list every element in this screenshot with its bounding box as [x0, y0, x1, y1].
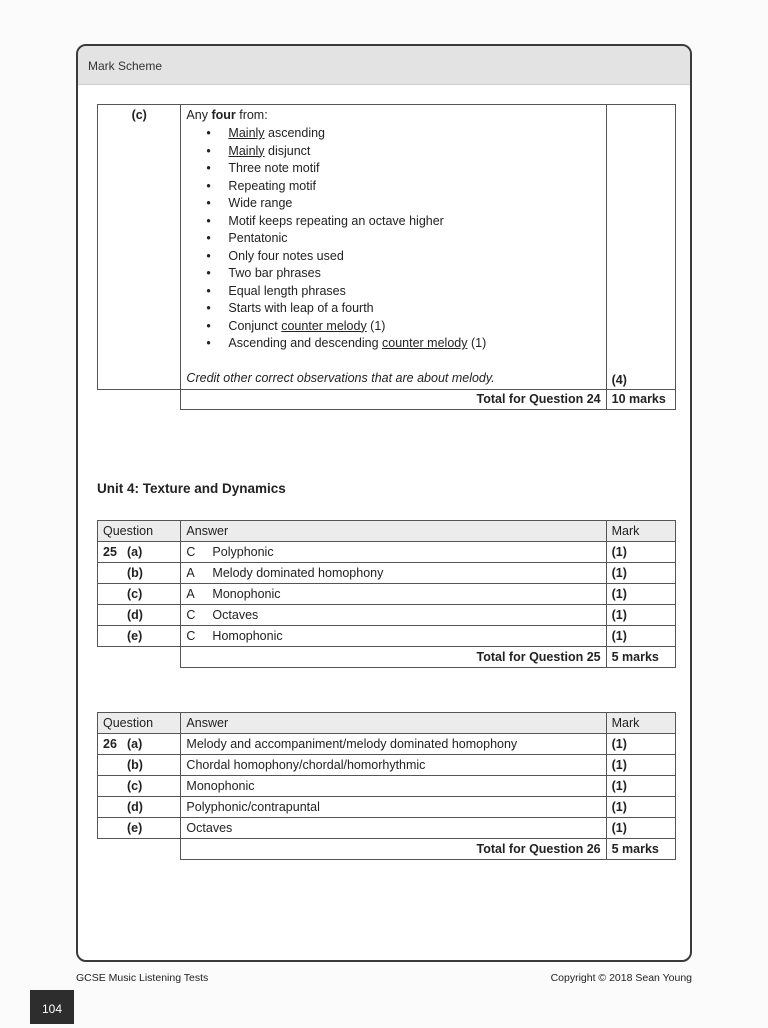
list-item: • Two bar phrases — [206, 266, 321, 280]
panel-title: Mark Scheme — [88, 59, 163, 73]
table-row — [98, 105, 676, 390]
column-header: Mark — [606, 713, 675, 734]
list-item: • Conjunct counter melody (1) — [206, 318, 386, 333]
total-label: Total for Question 25 — [181, 647, 606, 668]
mark-scheme-panel — [76, 44, 692, 962]
unit-title: Unit 4: Texture and Dynamics — [97, 481, 286, 496]
list-item: • Pentatonic — [206, 231, 288, 245]
list-item: • Mainly ascending — [206, 126, 326, 140]
question-26-table — [97, 712, 676, 860]
question-25-table — [97, 520, 676, 668]
list-item: • Only four notes used — [206, 248, 344, 263]
table-row: (e) Octaves (1) — [98, 818, 676, 839]
question-number: 25 — [103, 545, 117, 559]
table-row: (c) Monophonic (1) — [98, 776, 676, 797]
mark-value: (4) — [611, 372, 627, 387]
table-row: 26 (a) Melody and accompaniment/melody dominated homophony (1) — [98, 734, 676, 755]
column-header: Question — [98, 521, 181, 542]
total-value: 10 marks — [606, 389, 675, 409]
column-header: Answer — [181, 713, 606, 734]
answer-bullet-list — [186, 125, 600, 353]
table-row: (b) Chordal homophony/chordal/homorhythmic (1) — [98, 755, 676, 776]
question-24-table — [97, 104, 676, 410]
list-item: • Ascending and descending counter melody (1) — [206, 336, 487, 350]
total-value: 5 marks — [606, 647, 675, 668]
table-row: (e) C Homophonic (1) — [98, 626, 676, 647]
page-number: 104 — [30, 990, 74, 1024]
question-part: (c) — [131, 108, 147, 122]
mark-cell — [606, 105, 675, 390]
list-item: • Wide range — [206, 196, 293, 210]
column-header: Question — [98, 713, 181, 734]
total-label: Total for Question 24 — [181, 389, 606, 409]
credit-note: Credit other correct observations that are about melody. — [186, 370, 495, 385]
list-item: • Motif keeps repeating an octave higher — [206, 213, 444, 228]
total-label: Total for Question 26 — [181, 839, 606, 860]
list-item: • Equal length phrases — [206, 283, 346, 298]
total-value: 5 marks — [606, 839, 675, 860]
column-header: Mark — [606, 521, 675, 542]
footer-left-text: GCSE Music Listening Tests — [76, 972, 209, 984]
table-row: 25 (a) C Polyphonic (1) — [98, 542, 676, 563]
panel-header — [78, 46, 690, 85]
total-row — [98, 389, 676, 409]
footer-copyright: Copyright © 2018 Sean Young — [550, 972, 692, 984]
list-item: • Starts with leap of a fourth — [206, 301, 374, 315]
table-header-row — [98, 521, 676, 542]
list-item: • Repeating motif — [206, 178, 316, 193]
total-row — [98, 647, 676, 668]
question-number: 26 — [103, 737, 117, 751]
column-header: Answer — [181, 521, 606, 542]
answer-intro: Any four from: — [186, 108, 268, 122]
answer-cell — [181, 105, 606, 390]
table-row: (b) A Melody dominated homophony (1) — [98, 563, 676, 584]
table-row: (d) C Octaves (1) — [98, 605, 676, 626]
table-header-row — [98, 713, 676, 734]
total-row — [98, 839, 676, 860]
table-row: (c) A Monophonic (1) — [98, 584, 676, 605]
list-item: • Three note motif — [206, 161, 320, 175]
question-part-cell — [98, 105, 181, 390]
table-row: (d) Polyphonic/contrapuntal (1) — [98, 797, 676, 818]
list-item: • Mainly disjunct — [206, 143, 311, 158]
